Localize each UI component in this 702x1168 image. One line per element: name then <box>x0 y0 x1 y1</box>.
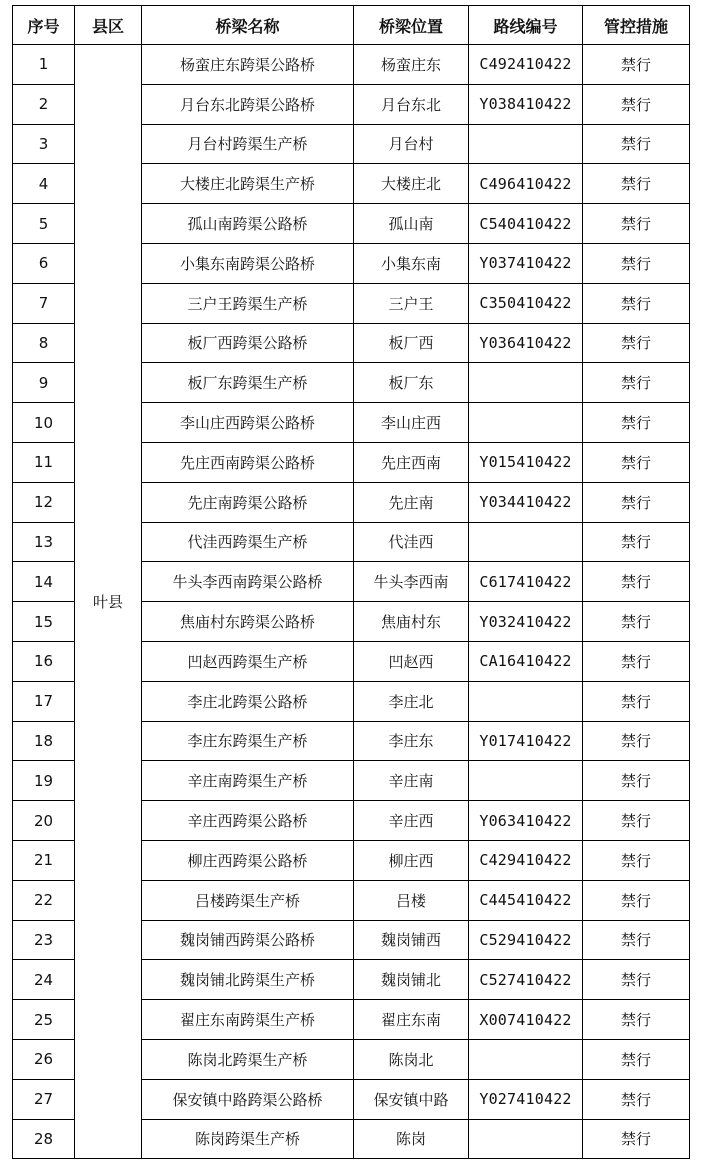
bridge-location-cell: 三户王 <box>354 283 469 323</box>
control-measure-cell: 禁行 <box>583 681 690 721</box>
control-measure-cell: 禁行 <box>583 243 690 283</box>
control-measure-cell: 禁行 <box>583 761 690 801</box>
bridge-location-cell: 板厂西 <box>354 323 469 363</box>
bridge-location-cell: 李山庄西 <box>354 403 469 443</box>
route-code-cell: Y017410422 <box>469 721 583 761</box>
row-index-cell: 7 <box>13 283 75 323</box>
row-index-cell: 20 <box>13 801 75 841</box>
route-code-cell <box>469 522 583 562</box>
bridge-location-cell: 孤山南 <box>354 204 469 244</box>
control-measure-cell: 禁行 <box>583 164 690 204</box>
route-code-cell: Y032410422 <box>469 602 583 642</box>
bridge-location-cell: 先庄西南 <box>354 442 469 482</box>
control-measure-cell: 禁行 <box>583 84 690 124</box>
table-body <box>13 45 690 1159</box>
route-code-cell: Y038410422 <box>469 84 583 124</box>
bridge-name-cell: 先庄南跨渠公路桥 <box>142 482 354 522</box>
bridge-location-cell: 吕楼 <box>354 880 469 920</box>
table-row <box>13 45 690 85</box>
route-code-cell: C617410422 <box>469 562 583 602</box>
bridge-location-cell: 柳庄西 <box>354 840 469 880</box>
control-measure-cell: 禁行 <box>583 1119 690 1159</box>
control-measure-cell: 禁行 <box>583 204 690 244</box>
bridge-location-cell: 魏岗铺西 <box>354 920 469 960</box>
route-code-cell <box>469 681 583 721</box>
header-route-code: 路线编号 <box>469 6 583 45</box>
row-index-cell: 15 <box>13 602 75 642</box>
bridge-name-cell: 三户王跨渠生产桥 <box>142 283 354 323</box>
route-code-cell <box>469 124 583 164</box>
bridge-name-cell: 凹赵西跨渠生产桥 <box>142 641 354 681</box>
bridge-location-cell: 月台东北 <box>354 84 469 124</box>
bridge-name-cell: 板厂西跨渠公路桥 <box>142 323 354 363</box>
control-measure-cell: 禁行 <box>583 1079 690 1119</box>
route-code-cell <box>469 403 583 443</box>
control-measure-cell: 禁行 <box>583 602 690 642</box>
bridge-name-cell: 辛庄西跨渠公路桥 <box>142 801 354 841</box>
control-measure-cell: 禁行 <box>583 1039 690 1079</box>
row-index-cell: 2 <box>13 84 75 124</box>
row-index-cell: 10 <box>13 403 75 443</box>
route-code-cell: C540410422 <box>469 204 583 244</box>
row-index-cell: 6 <box>13 243 75 283</box>
bridge-location-cell: 李庄东 <box>354 721 469 761</box>
control-measure-cell: 禁行 <box>583 323 690 363</box>
bridge-name-cell: 保安镇中路跨渠公路桥 <box>142 1079 354 1119</box>
header-bridge-location: 桥梁位置 <box>354 6 469 45</box>
control-measure-cell: 禁行 <box>583 124 690 164</box>
route-code-cell: Y036410422 <box>469 323 583 363</box>
route-code-cell <box>469 1039 583 1079</box>
route-code-cell: X007410422 <box>469 1000 583 1040</box>
bridge-name-cell: 大楼庄北跨渠生产桥 <box>142 164 354 204</box>
route-code-cell: Y034410422 <box>469 482 583 522</box>
control-measure-cell: 禁行 <box>583 562 690 602</box>
row-index-cell: 11 <box>13 442 75 482</box>
bridge-location-cell: 焦庙村东 <box>354 602 469 642</box>
route-code-cell <box>469 363 583 403</box>
route-code-cell: Y063410422 <box>469 801 583 841</box>
header-bridge-name: 桥梁名称 <box>142 6 354 45</box>
bridge-location-cell: 大楼庄北 <box>354 164 469 204</box>
bridge-name-cell: 李庄东跨渠生产桥 <box>142 721 354 761</box>
control-measure-cell: 禁行 <box>583 1000 690 1040</box>
bridge-location-cell: 辛庄西 <box>354 801 469 841</box>
bridge-name-cell: 辛庄南跨渠生产桥 <box>142 761 354 801</box>
control-measure-cell: 禁行 <box>583 442 690 482</box>
row-index-cell: 14 <box>13 562 75 602</box>
bridge-name-cell: 魏岗铺北跨渠生产桥 <box>142 960 354 1000</box>
bridge-name-cell: 月台村跨渠生产桥 <box>142 124 354 164</box>
bridge-name-cell: 牛头李西南跨渠公路桥 <box>142 562 354 602</box>
route-code-cell: CA16410422 <box>469 641 583 681</box>
route-code-cell: Y037410422 <box>469 243 583 283</box>
bridge-name-cell: 代洼西跨渠生产桥 <box>142 522 354 562</box>
bridge-location-cell: 陈岗北 <box>354 1039 469 1079</box>
bridge-name-cell: 魏岗铺西跨渠公路桥 <box>142 920 354 960</box>
row-index-cell: 1 <box>13 45 75 85</box>
bridge-name-cell: 李庄北跨渠公路桥 <box>142 681 354 721</box>
header-index: 序号 <box>13 6 75 45</box>
route-code-cell: Y027410422 <box>469 1079 583 1119</box>
row-index-cell: 23 <box>13 920 75 960</box>
header-control-measure: 管控措施 <box>583 6 690 45</box>
control-measure-cell: 禁行 <box>583 840 690 880</box>
row-index-cell: 5 <box>13 204 75 244</box>
bridge-name-cell: 小集东南跨渠公路桥 <box>142 243 354 283</box>
row-index-cell: 24 <box>13 960 75 1000</box>
control-measure-cell: 禁行 <box>583 880 690 920</box>
control-measure-cell: 禁行 <box>583 482 690 522</box>
bridge-location-cell: 牛头李西南 <box>354 562 469 602</box>
bridge-location-cell: 陈岗 <box>354 1119 469 1159</box>
control-measure-cell: 禁行 <box>583 363 690 403</box>
row-index-cell: 22 <box>13 880 75 920</box>
bridge-location-cell: 魏岗铺北 <box>354 960 469 1000</box>
bridge-location-cell: 翟庄东南 <box>354 1000 469 1040</box>
bridge-location-cell: 杨蛮庄东 <box>354 45 469 85</box>
bridge-location-cell: 板厂东 <box>354 363 469 403</box>
row-index-cell: 18 <box>13 721 75 761</box>
route-code-cell: C527410422 <box>469 960 583 1000</box>
table-header <box>13 6 690 45</box>
bridge-name-cell: 月台东北跨渠公路桥 <box>142 84 354 124</box>
row-index-cell: 12 <box>13 482 75 522</box>
bridge-location-cell: 月台村 <box>354 124 469 164</box>
bridge-name-cell: 陈岗跨渠生产桥 <box>142 1119 354 1159</box>
bridge-name-cell: 焦庙村东跨渠公路桥 <box>142 602 354 642</box>
control-measure-cell: 禁行 <box>583 283 690 323</box>
row-index-cell: 25 <box>13 1000 75 1040</box>
bridge-location-cell: 代洼西 <box>354 522 469 562</box>
control-measure-cell: 禁行 <box>583 920 690 960</box>
bridge-name-cell: 柳庄西跨渠公路桥 <box>142 840 354 880</box>
bridge-location-cell: 凹赵西 <box>354 641 469 681</box>
row-index-cell: 16 <box>13 641 75 681</box>
row-index-cell: 19 <box>13 761 75 801</box>
control-measure-cell: 禁行 <box>583 522 690 562</box>
route-code-cell <box>469 761 583 801</box>
control-measure-cell: 禁行 <box>583 801 690 841</box>
control-measure-cell: 禁行 <box>583 403 690 443</box>
route-code-cell: C445410422 <box>469 880 583 920</box>
route-code-cell: C429410422 <box>469 840 583 880</box>
row-index-cell: 4 <box>13 164 75 204</box>
row-index-cell: 26 <box>13 1039 75 1079</box>
bridge-name-cell: 陈岗北跨渠生产桥 <box>142 1039 354 1079</box>
bridge-name-cell: 李山庄西跨渠公路桥 <box>142 403 354 443</box>
control-measure-cell: 禁行 <box>583 721 690 761</box>
header-county: 县区 <box>75 6 142 45</box>
bridge-location-cell: 先庄南 <box>354 482 469 522</box>
control-measure-cell: 禁行 <box>583 45 690 85</box>
row-index-cell: 27 <box>13 1079 75 1119</box>
county-cell: 叶县 <box>75 45 142 1159</box>
row-index-cell: 21 <box>13 840 75 880</box>
bridge-name-cell: 翟庄东南跨渠生产桥 <box>142 1000 354 1040</box>
route-code-cell: C492410422 <box>469 45 583 85</box>
bridge-location-cell: 保安镇中路 <box>354 1079 469 1119</box>
row-index-cell: 28 <box>13 1119 75 1159</box>
control-measure-cell: 禁行 <box>583 641 690 681</box>
bridge-name-cell: 杨蛮庄东跨渠公路桥 <box>142 45 354 85</box>
bridge-name-cell: 先庄西南跨渠公路桥 <box>142 442 354 482</box>
row-index-cell: 17 <box>13 681 75 721</box>
bridge-control-table <box>12 5 690 1159</box>
route-code-cell: C529410422 <box>469 920 583 960</box>
bridge-name-cell: 吕楼跨渠生产桥 <box>142 880 354 920</box>
row-index-cell: 8 <box>13 323 75 363</box>
row-index-cell: 3 <box>13 124 75 164</box>
bridge-name-cell: 孤山南跨渠公路桥 <box>142 204 354 244</box>
row-index-cell: 9 <box>13 363 75 403</box>
bridge-location-cell: 李庄北 <box>354 681 469 721</box>
bridge-location-cell: 辛庄南 <box>354 761 469 801</box>
bridge-name-cell: 板厂东跨渠生产桥 <box>142 363 354 403</box>
route-code-cell: C350410422 <box>469 283 583 323</box>
bridge-location-cell: 小集东南 <box>354 243 469 283</box>
route-code-cell: Y015410422 <box>469 442 583 482</box>
route-code-cell <box>469 1119 583 1159</box>
row-index-cell: 13 <box>13 522 75 562</box>
route-code-cell: C496410422 <box>469 164 583 204</box>
header-row <box>13 6 690 45</box>
control-measure-cell: 禁行 <box>583 960 690 1000</box>
